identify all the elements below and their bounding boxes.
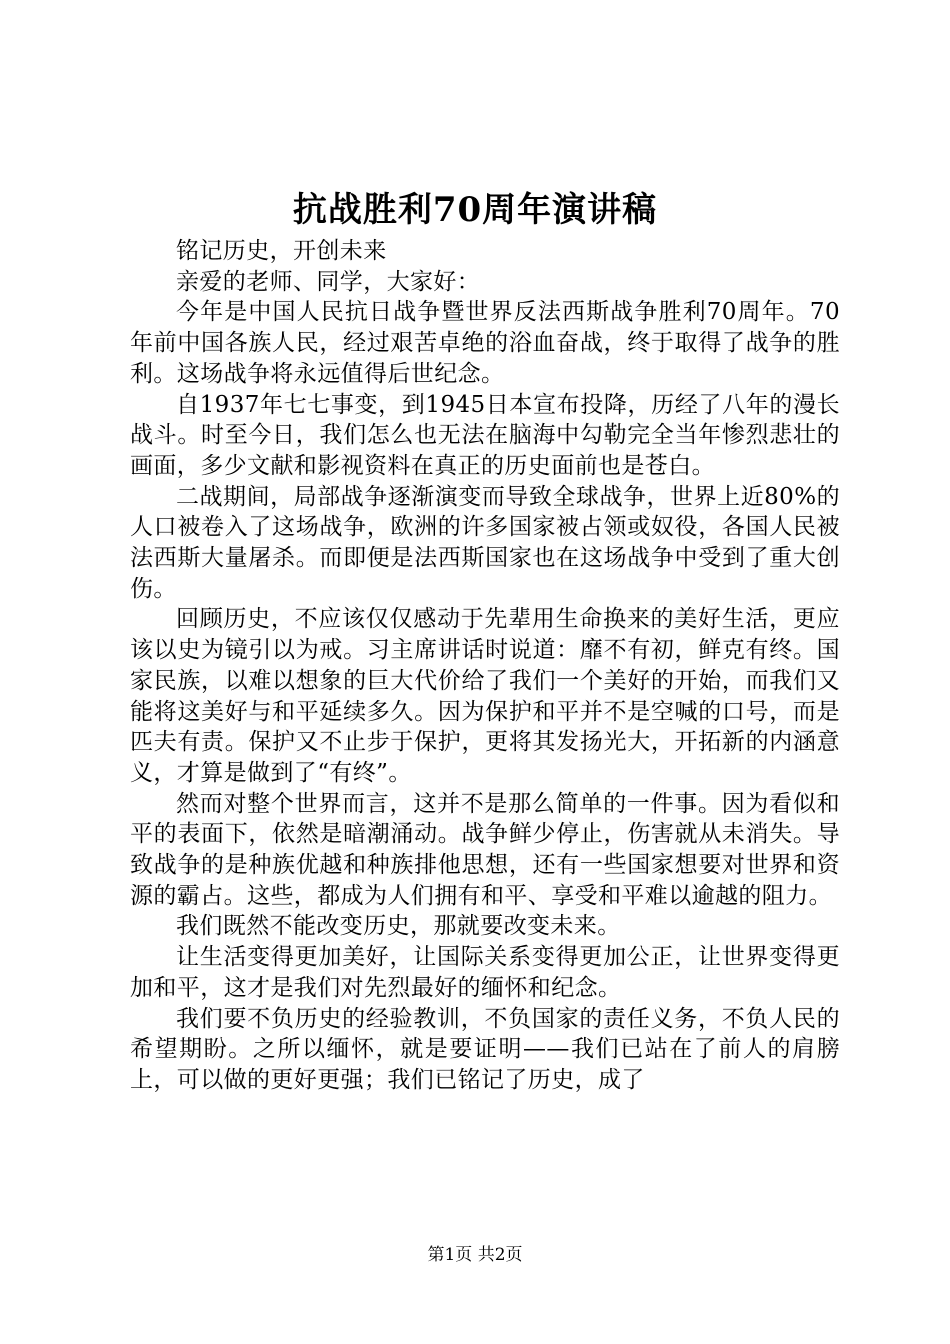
page-number-footer: 第1页 共2页 xyxy=(427,1245,523,1265)
paragraph: 我们要不负历史的经验教训，不负国家的责任义务，不负人民的希望期盼。之所以缅怀，就是要证明——我们已站在了前人的肩膀上，可以做的更好更强；我们已铭记了历史，成了 xyxy=(130,1005,840,1093)
paragraph-subtitle: 铭记历史，开创未来 xyxy=(176,238,387,264)
document-title: 抗战胜利70周年演讲稿 xyxy=(292,190,658,230)
paragraph: 让生活变得更加美好，让国际关系变得更加公正，让世界变得更加和平，这才是我们对先烈最好的缅怀和纪念。 xyxy=(130,944,840,1001)
paragraph: 回顾历史，不应该仅仅感动于先辈用生命换来的美好生活，更应该以史为镜引以为戒。习主席讲话时说道：靡不有初，鲜克有终。国家民族，以难以想象的巨大代价给了我们一个美好的开始，而我们又能将这美好与和平延续多久。因为保护和平并不是空喊的口号，而是匹夫有责。保护又不止步于保护，更将其发扬光大，开拓新的内涵意义，才算是做到了“有终”。 xyxy=(130,606,840,786)
paragraph: 二战期间，局部战争逐渐演变而导致全球战争，世界上近80%的人口被卷入了这场战争，欧洲的许多国家被占领或奴役，各国人民被法西斯大量屠杀。而即便是法西斯国家也在这场战争中受到了重大创伤。 xyxy=(130,483,840,602)
paragraph-greeting: 亲爱的老师、同学，大家好： xyxy=(176,268,481,295)
paragraph: 今年是中国人民抗日战争暨世界反法西斯战争胜利70周年。70年前中国各族人民，经过艰苦卓绝的浴血奋战，终于取得了战争的胜利。这场战争将永远值得后世纪念。 xyxy=(130,299,840,387)
document-body xyxy=(130,236,840,1096)
paragraph: 自1937年七七事变，到1945日本宣布投降，历经了八年的漫长战斗。时至今日，我们怎么也无法在脑海中勾勒完全当年惨烈悲壮的画面，多少文献和影视资料在真正的历史面前也是苍白。 xyxy=(130,391,840,479)
paragraph: 我们既然不能改变历史，那就要改变未来。 xyxy=(176,913,621,940)
paragraph: 然而对整个世界而言，这并不是那么简单的一件事。因为看似和平的表面下，依然是暗潮涌动。战争鲜少停止，伤害就从未消失。导致战争的是种族优越和种族排他思想，还有一些国家想要对世界和资源的霸占。这些，都成为人们拥有和平、享受和平难以逾越的阻力。 xyxy=(130,790,840,909)
